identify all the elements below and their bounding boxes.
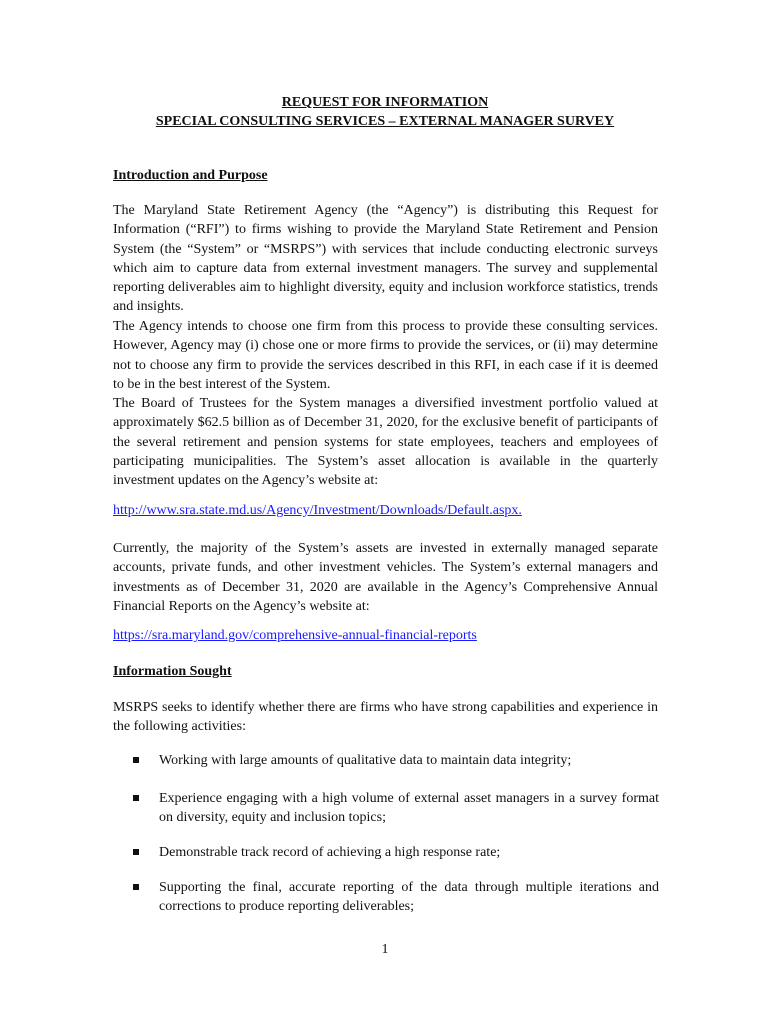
list-item-text: Demonstrable track record of achieving a high response rate; — [159, 845, 501, 860]
list-item-text: Supporting the final, accurate reporting of the data through multiple iterations and corrections to produce reporting deliverables; — [159, 880, 659, 915]
title-line-2: SPECIAL CONSULTING SERVICES – EXTERNAL MANAGER SURVEY — [155, 114, 615, 129]
page-number: 1 — [381, 942, 389, 957]
title-line-1: REQUEST FOR INFORMATION — [281, 95, 489, 110]
information-sought-heading: Information Sought — [113, 664, 232, 679]
intro-heading: Introduction and Purpose — [113, 168, 268, 183]
intro-paragraph-3: The Board of Trustees for the System manages a diversified investment portfolio valued at approximately $62.5 billion as of December 31, 2020, for the exclusive benefit of participants of the several retirement and pension systems for state employees, teachers and employees of participating municipalities. The System’s asset allocation is available in the quarterly investment updates on the Agency’s website at: — [113, 396, 658, 489]
intro-paragraph-4: Currently, the majority of the System’s assets are invested in externally managed separate accounts, private funds, and other investment vehicles. The System’s external managers and investments as of December 31, 2020 are available in the Agency’s Comprehensive Annual Financial Reports on the Agency’s website at: — [113, 541, 658, 614]
bullet-icon — [133, 795, 139, 801]
intro-paragraph-2: The Agency intends to choose one firm from this process to provide these consulting services. However, Agency may (i) chose one or more firms to provide the services, or (ii) may determine not to choose any firm to provide the services described in this RFI, in each case if it is deemed to be in the best interest of the System. — [113, 319, 658, 392]
intro-paragraph-1: The Maryland State Retirement Agency (the “Agency”) is distributing this Request for Information (“RFI”) to firms wishing to provide the Maryland State Retirement and Pension System (the “System” or “MSRPS”) with services that include conducting electronic surveys which aim to capture data from external investment managers. The survey and supplemental reporting deliverables aim to highlight diversity, equity and inclusion workforce statistics, trends and insights. — [113, 203, 658, 315]
list-item-text: Experience engaging with a high volume of external asset managers in a survey format on diversity, equity and inclusion topics; — [159, 791, 659, 826]
document-title — [0, 93, 770, 131]
information-sought-paragraph: MSRPS seeks to identify whether there are firms who have strong capabilities and experience in the following activities: — [113, 700, 658, 735]
bullet-icon — [133, 757, 139, 763]
bullet-icon — [133, 884, 139, 890]
investment-downloads-link[interactable]: http://www.sra.state.md.us/Agency/Investment/Downloads/Default.aspx. — [113, 503, 522, 518]
list-item-text: Working with large amounts of qualitative data to maintain data integrity; — [159, 753, 572, 768]
bullet-icon — [133, 849, 139, 855]
financial-reports-link[interactable]: https://sra.maryland.gov/comprehensive-annual-financial-reports — [113, 628, 477, 643]
